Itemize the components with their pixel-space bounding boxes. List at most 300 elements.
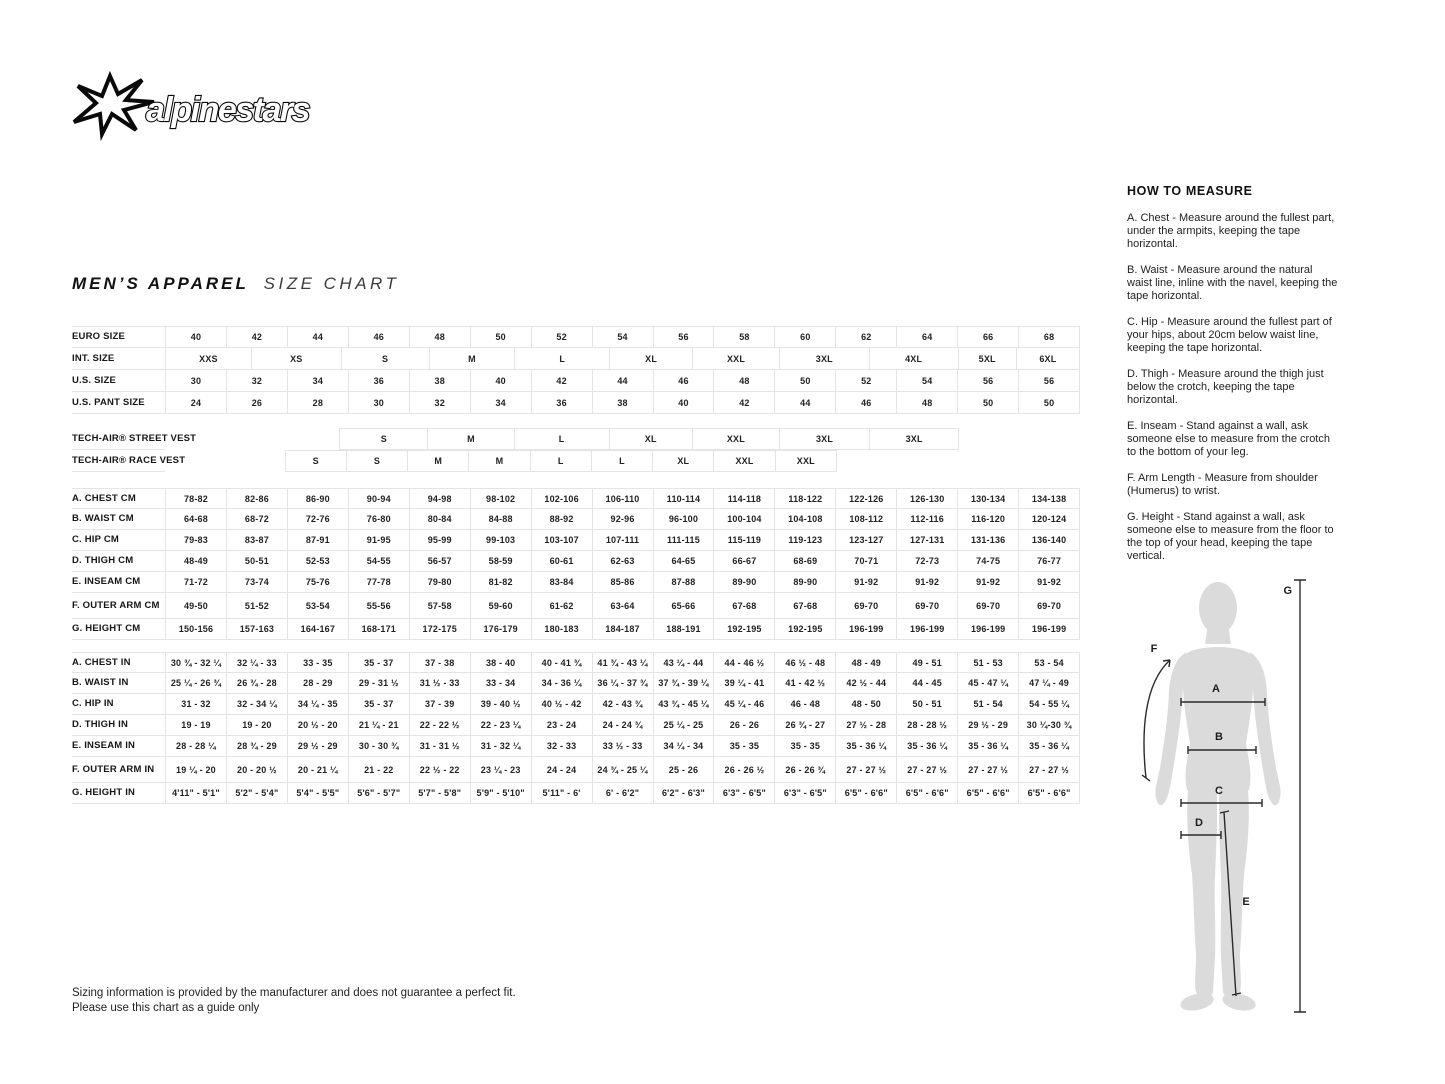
size-cell: 112-116 (896, 509, 957, 529)
size-cell: 47 ¼ - 49 (1018, 673, 1080, 693)
size-cell: 24 (165, 392, 226, 413)
size-cell: 5'7" - 5'8" (409, 783, 470, 803)
size-cell: 49-50 (165, 593, 226, 618)
size-cell: 50 (957, 392, 1018, 413)
size-cell: L (514, 428, 610, 450)
row-label: F. OUTER ARM IN (72, 763, 155, 775)
size-cell: 48 - 50 (835, 694, 896, 714)
size-cell: 31 - 32 ¼ (470, 736, 531, 756)
size-cell: 79-83 (165, 530, 226, 550)
size-cell: 34 (470, 392, 531, 413)
size-cell: 27 - 27 ½ (835, 757, 896, 782)
size-cell: 127-131 (896, 530, 957, 550)
size-cell: 95-99 (409, 530, 470, 550)
size-cell: 6'3" - 6'5" (713, 783, 774, 803)
size-cell: 60-61 (531, 551, 592, 571)
measure-instruction: B. Waist - Measure around the natural waist line, inline with the navel, keeping the tape horizontal. (1127, 264, 1338, 302)
size-cell: 20 - 21 ¼ (287, 757, 348, 782)
size-cell: 50 (774, 370, 835, 391)
size-cell: 65-66 (653, 593, 714, 618)
size-cell: 56 (957, 370, 1018, 391)
disclaimer-line-2: Please use this chart as a guide only (72, 1002, 260, 1014)
size-cell: 75-76 (287, 572, 348, 592)
size-cell: XXL (692, 428, 780, 450)
size-cell: 50 (470, 327, 531, 347)
height-line (1294, 580, 1306, 1012)
size-cell: 46 - 48 (774, 694, 835, 714)
size-cell: 42 (713, 392, 774, 413)
measure-instruction: G. Height - Stand against a wall, ask someone else to measure from the floor to the top of your head, keeping the tape vertical. (1127, 511, 1334, 562)
size-cell: 116-120 (957, 509, 1018, 529)
size-cell: 22 - 22 ½ (409, 715, 470, 735)
size-cell (958, 428, 1080, 450)
size-cell: XL (652, 450, 714, 472)
size-cell: 29 ½ - 29 (287, 736, 348, 756)
size-cell: 29 ½ - 29 (957, 715, 1018, 735)
alpinestars-logo (58, 70, 338, 142)
size-cell: 35 - 36 ¼ (896, 736, 957, 756)
size-cell: 32 - 34 ¼ (226, 694, 287, 714)
size-cell: 73-74 (226, 572, 287, 592)
size-cell: 184-187 (592, 619, 653, 639)
size-cell: 26 - 26 ½ (713, 757, 774, 782)
size-cell: 50 (1018, 392, 1080, 413)
size-cell: 34 - 36 ¼ (531, 673, 592, 693)
size-cell: 46 (835, 392, 896, 413)
size-cell: 111-115 (653, 530, 714, 550)
size-cell: 99-103 (470, 530, 531, 550)
label-waist: B (1215, 731, 1223, 743)
size-cell: 176-179 (470, 619, 531, 639)
size-cell: 5'4" - 5'5" (287, 783, 348, 803)
size-cell: S (341, 348, 429, 369)
size-cell: 82-86 (226, 489, 287, 508)
size-cell: 68 (1018, 327, 1080, 347)
size-cell: 106-110 (592, 489, 653, 508)
size-cell: 69-70 (896, 593, 957, 618)
size-cell: 6'5" - 6'6" (835, 783, 896, 803)
size-cell: 196-199 (1018, 619, 1080, 639)
size-cell: 108-112 (835, 509, 896, 529)
page-title-primary: MEN’S APPAREL (72, 274, 249, 293)
size-cell: 196-199 (896, 619, 957, 639)
size-cell: 115-119 (713, 530, 774, 550)
size-cell: 53 - 54 (1018, 653, 1080, 672)
size-cell: 51 - 54 (957, 694, 1018, 714)
size-cell: 22 - 23 ¼ (470, 715, 531, 735)
size-cell: 25 ¼ - 25 (653, 715, 714, 735)
size-cell: 35 - 37 (348, 653, 409, 672)
size-cell: 30 ¼-30 ¾ (1018, 715, 1080, 735)
size-cell: 81-82 (470, 572, 531, 592)
size-cell: 24 - 24 (531, 757, 592, 782)
size-cell: 32 ¼ - 33 (226, 653, 287, 672)
size-cell: 30 ¾ - 32 ¼ (165, 653, 226, 672)
row-label: D. THIGH IN (72, 719, 129, 730)
size-cell: 196-199 (957, 619, 1018, 639)
size-cell: 67-68 (713, 593, 774, 618)
size-cell: 44 - 45 (896, 673, 957, 693)
row-label: G. HEIGHT IN (72, 787, 136, 798)
size-cell: 26 - 26 (713, 715, 774, 735)
size-cell: 5'2" - 5'4" (226, 783, 287, 803)
size-cell: 83-87 (226, 530, 287, 550)
size-cell: 51-52 (226, 593, 287, 618)
size-cell: 35 - 35 (713, 736, 774, 756)
size-cell: 136-140 (1018, 530, 1080, 550)
size-cell: 120-124 (1018, 509, 1080, 529)
size-cell: 85-86 (592, 572, 653, 592)
size-cell: 36 (531, 392, 592, 413)
size-cell: 39 ¼ - 41 (713, 673, 774, 693)
size-cell (164, 428, 340, 450)
size-cell: 31 - 32 (165, 694, 226, 714)
size-cell: 76-80 (348, 509, 409, 529)
size-cell: 48 (409, 327, 470, 347)
how-to-measure-heading: HOW TO MEASURE (1127, 184, 1253, 198)
size-cell: 42 ½ - 44 (835, 673, 896, 693)
size-cell: 126-130 (896, 489, 957, 508)
size-cell: 35 - 36 ¼ (957, 736, 1018, 756)
size-cell: 72-73 (896, 551, 957, 571)
size-cell: 55-56 (348, 593, 409, 618)
size-cell: 26 ¾ - 28 (226, 673, 287, 693)
size-cell: 87-91 (287, 530, 348, 550)
size-cell: M (427, 428, 514, 450)
size-cell: XXS (165, 348, 251, 369)
size-cell: M (407, 450, 469, 472)
size-cell: 40 (165, 327, 226, 347)
size-cell: 54-55 (348, 551, 409, 571)
measure-instruction: A. Chest - Measure around the fullest part, under the armpits, keeping the tape horizontal. (1127, 212, 1335, 250)
size-cell: 44 (774, 392, 835, 413)
row-label: U.S. PANT SIZE (72, 396, 145, 408)
size-cell: 119-123 (774, 530, 835, 550)
size-cell: 88-92 (531, 509, 592, 529)
size-cell: 32 (409, 392, 470, 413)
size-cell: 38 (409, 370, 470, 391)
size-cell: L (514, 348, 609, 369)
size-cell: 34 (287, 370, 348, 391)
size-cell: 24 - 24 ¾ (592, 715, 653, 735)
row-label: D. THIGH CM (72, 555, 134, 566)
size-cell: 43 ¾ - 45 ¼ (653, 694, 714, 714)
size-cell: 56-57 (409, 551, 470, 571)
size-cell: 103-107 (531, 530, 592, 550)
row-label: E. INSEAM IN (72, 740, 136, 751)
size-cell: 31 ½ - 33 (409, 673, 470, 693)
row-label: C. HIP CM (72, 534, 120, 545)
size-cell: 91-92 (1018, 572, 1080, 592)
size-cell: 6'5" - 6'6" (1018, 783, 1080, 803)
row-label: U.S. SIZE (72, 374, 117, 386)
size-cell: 46 (348, 327, 409, 347)
size-cell: 66 (957, 327, 1018, 347)
size-cell: 50 - 51 (896, 694, 957, 714)
size-cell: XXL (713, 450, 775, 472)
size-cell: 157-163 (226, 619, 287, 639)
size-cell: 56 (1018, 370, 1080, 391)
size-cell: 98-102 (470, 489, 531, 508)
measure-instruction: E. Inseam - Stand against a wall, ask someone else to measure from the crotch to the bottom of your leg. (1127, 420, 1330, 458)
row-label: EURO SIZE (72, 331, 126, 342)
disclaimer-line-1: Sizing information is provided by the manufacturer and does not guarantee a perfect fit. (72, 987, 516, 999)
size-cell: 38 (592, 392, 653, 413)
table-row (72, 488, 1080, 509)
how-to-measure (1127, 184, 1339, 576)
size-cell: 5'11" - 6' (531, 783, 592, 803)
size-cell: 66-67 (713, 551, 774, 571)
table-row (72, 652, 1080, 673)
how-to-measure-paragraphs (1127, 212, 1339, 563)
size-cell: 61-62 (531, 593, 592, 618)
size-cell: 28 - 28 ½ (896, 715, 957, 735)
row-label: TECH-AIR® STREET VEST (72, 428, 165, 450)
size-table-rows (72, 326, 1080, 804)
page-title-secondary: SIZE CHART (263, 274, 400, 293)
size-cell: 44 (592, 370, 653, 391)
label-hip: C (1215, 785, 1223, 797)
size-cell: XXL (775, 450, 837, 472)
size-cell: 42 - 43 ¾ (592, 694, 653, 714)
size-cell: 50-51 (226, 551, 287, 571)
size-cell: 21 ¼ - 21 (348, 715, 409, 735)
size-cell: 37 - 39 (409, 694, 470, 714)
size-cell: 45 ¼ - 46 (713, 694, 774, 714)
size-cell: S (285, 450, 347, 472)
size-cell: 91-92 (896, 572, 957, 592)
size-cell: 62-63 (592, 551, 653, 571)
size-cell: 40 ½ - 42 (531, 694, 592, 714)
size-cell: 27 - 27 ½ (1018, 757, 1080, 782)
row-label: B. WAIST CM (72, 513, 134, 524)
size-cell: 63-64 (592, 593, 653, 618)
size-cell: XL (609, 428, 693, 450)
size-cell: 64-65 (653, 551, 714, 571)
size-cell: 54 (592, 327, 653, 347)
size-cell: 89-90 (713, 572, 774, 592)
alpinestars-wordmark: alpinestars (146, 91, 310, 129)
table-row (72, 736, 1080, 757)
size-cell: 4'11" - 5'1" (165, 783, 226, 803)
size-cell: 45 - 47 ¼ (957, 673, 1018, 693)
size-cell: 53-54 (287, 593, 348, 618)
size-cell: 41 - 42 ½ (774, 673, 835, 693)
size-cell: 192-195 (774, 619, 835, 639)
size-cell: XXL (692, 348, 779, 369)
size-cell: 4XL (869, 348, 958, 369)
size-cell: 80-84 (409, 509, 470, 529)
table-row (72, 450, 1080, 472)
table-row (72, 783, 1080, 804)
table-row (72, 370, 1080, 392)
size-cell: 22 ½ - 22 (409, 757, 470, 782)
table-row (72, 551, 1080, 572)
body-silhouette-diagram (1128, 572, 1328, 1024)
size-cell: 48 - 49 (835, 653, 896, 672)
size-cell: 107-111 (592, 530, 653, 550)
size-cell: 68-69 (774, 551, 835, 571)
size-cell: 52-53 (287, 551, 348, 571)
size-cell: 25 - 26 (653, 757, 714, 782)
size-cell (164, 450, 286, 472)
table-row (72, 673, 1080, 694)
row-label: INT. SIZE (72, 352, 115, 364)
size-cell: 62 (835, 327, 896, 347)
size-cell: 130-134 (957, 489, 1018, 508)
size-cell: 32 (226, 370, 287, 391)
size-cell: 26 ¾ - 27 (774, 715, 835, 735)
table-row (72, 593, 1080, 619)
size-cell: 54 - 55 ¼ (1018, 694, 1080, 714)
row-label: A. CHEST IN (72, 656, 131, 668)
size-cell: 94-98 (409, 489, 470, 508)
size-cell: 104-108 (774, 509, 835, 529)
table-row (72, 619, 1080, 640)
size-cell: 5XL (958, 348, 1016, 369)
size-cell: 6'5" - 6'6" (957, 783, 1018, 803)
size-cell: 100-104 (713, 509, 774, 529)
size-cell: 35 - 36 ¼ (1018, 736, 1080, 756)
size-cell: 30 (348, 392, 409, 413)
size-cell: 172-175 (409, 619, 470, 639)
size-cell: 110-114 (653, 489, 714, 508)
size-cell: 70-71 (835, 551, 896, 571)
size-cell: 46 (653, 370, 714, 391)
row-label: E. INSEAM CM (72, 576, 141, 587)
size-cell: 78-82 (165, 489, 226, 508)
size-cell: 67-68 (774, 593, 835, 618)
size-cell: 87-88 (653, 572, 714, 592)
size-cell: 6'5" - 6'6" (896, 783, 957, 803)
label-thigh: D (1195, 817, 1203, 829)
size-cell: 114-118 (713, 489, 774, 508)
size-cell: 3XL (779, 348, 869, 369)
alpinestars-logo-graphic (58, 70, 338, 142)
size-cell: 6'2" - 6'3" (653, 783, 714, 803)
size-cell: S (339, 428, 428, 450)
size-cell: 20 - 20 ½ (226, 757, 287, 782)
size-cell: 91-92 (835, 572, 896, 592)
size-cell: 48 (713, 370, 774, 391)
size-cell: 68-72 (226, 509, 287, 529)
size-cell: 92-96 (592, 509, 653, 529)
size-cell: 39 - 40 ½ (470, 694, 531, 714)
size-cell: 134-138 (1018, 489, 1080, 508)
size-cell: 48-49 (165, 551, 226, 571)
size-cell: 52 (531, 327, 592, 347)
table-row (72, 530, 1080, 551)
size-cell: 28 - 28 ¼ (165, 736, 226, 756)
size-cell: 19 - 20 (226, 715, 287, 735)
size-cell: 180-183 (531, 619, 592, 639)
size-cell: 188-191 (653, 619, 714, 639)
size-cell: 34 ¼ - 35 (287, 694, 348, 714)
page-title (72, 274, 399, 294)
size-cell: 64-68 (165, 509, 226, 529)
size-cell: 34 ¼ - 34 (653, 736, 714, 756)
size-cell: 27 - 27 ½ (896, 757, 957, 782)
size-cell: 33 - 35 (287, 653, 348, 672)
size-cell: 79-80 (409, 572, 470, 592)
size-cell: 37 ¾ - 39 ¼ (653, 673, 714, 693)
size-cell: 28 - 29 (287, 673, 348, 693)
size-cell: 6XL (1016, 348, 1080, 369)
size-cell: 89-90 (774, 572, 835, 592)
size-cell: 19 - 19 (165, 715, 226, 735)
disclaimer (72, 986, 516, 1016)
size-cell: 43 ¼ - 44 (653, 653, 714, 672)
size-cell: 36 ¼ - 37 ¾ (592, 673, 653, 693)
size-cell: 42 (226, 327, 287, 347)
size-cell: 51 - 53 (957, 653, 1018, 672)
size-cell: 164-167 (287, 619, 348, 639)
size-cell: 59-60 (470, 593, 531, 618)
size-cell: 3XL (779, 428, 870, 450)
size-cell: 69-70 (835, 593, 896, 618)
table-row (72, 428, 1080, 450)
row-label: G. HEIGHT CM (72, 623, 141, 634)
size-cell: 150-156 (165, 619, 226, 639)
size-cell: 46 ½ - 48 (774, 653, 835, 672)
measure-instruction: F. Arm Length - Measure from shoulder (Humerus) to wrist. (1127, 472, 1318, 497)
size-cell: 21 - 22 (348, 757, 409, 782)
size-cell: 33 - 34 (470, 673, 531, 693)
size-cell: M (429, 348, 515, 369)
size-cell: 69-70 (1018, 593, 1080, 618)
size-cell: 33 ½ - 33 (592, 736, 653, 756)
size-cell: 123-127 (835, 530, 896, 550)
row-label: B. WAIST IN (72, 677, 129, 688)
size-cell: 131-136 (957, 530, 1018, 550)
measurement-figure (1128, 572, 1328, 1024)
size-cell: 25 ¼ - 26 ¾ (165, 673, 226, 693)
size-cell: 52 (835, 370, 896, 391)
size-cell: 26 (226, 392, 287, 413)
row-label: C. HIP IN (72, 698, 114, 709)
size-cell: XS (251, 348, 341, 369)
alpinestars-star-icon (74, 76, 154, 134)
size-cell (836, 450, 1080, 472)
size-cell: 49 - 51 (896, 653, 957, 672)
size-cell: 5'9" - 5'10" (470, 783, 531, 803)
size-cell: L (591, 450, 653, 472)
size-cell: 40 (653, 392, 714, 413)
measure-instruction: D. Thigh - Measure around the thigh just below the crotch, keeping the tape horizontal. (1127, 368, 1324, 406)
size-cell: 41 ¾ - 43 ¼ (592, 653, 653, 672)
size-cell: 37 - 38 (409, 653, 470, 672)
size-cell: 40 - 41 ¾ (531, 653, 592, 672)
size-cell: 118-122 (774, 489, 835, 508)
size-cell: 42 (531, 370, 592, 391)
size-cell: 64 (896, 327, 957, 347)
size-cell: 40 (470, 370, 531, 391)
size-cell: 20 ½ - 20 (287, 715, 348, 735)
size-cell: 56 (653, 327, 714, 347)
size-cell: 57-58 (409, 593, 470, 618)
size-cell: 27 - 27 ½ (957, 757, 1018, 782)
table-row (72, 694, 1080, 715)
size-cell: 28 (287, 392, 348, 413)
size-cell: 23 - 24 (531, 715, 592, 735)
table-row (72, 392, 1080, 414)
size-cell: 6'3" - 6'5" (774, 783, 835, 803)
size-cell: 192-195 (713, 619, 774, 639)
measure-instruction: C. Hip - Measure around the fullest part of your hips, about 20cm below waist line, keeping the tape horizontal. (1127, 316, 1332, 354)
size-cell: 19 ¼ - 20 (165, 757, 226, 782)
row-label: A. CHEST CM (72, 492, 136, 504)
size-cell: 35 - 36 ¼ (835, 736, 896, 756)
